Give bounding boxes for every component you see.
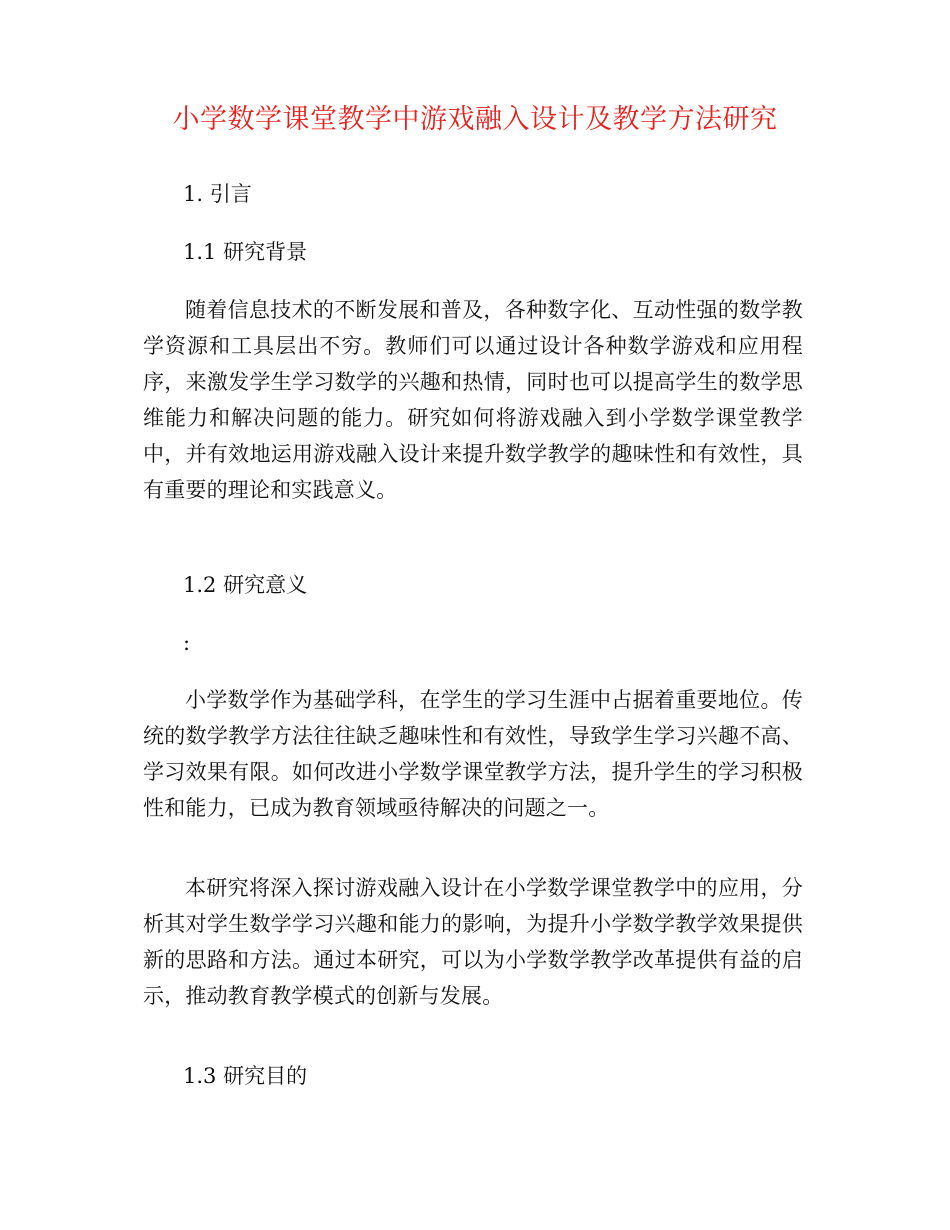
document-title: 小学数学课堂教学中游戏融入设计及教学方法研究 bbox=[172, 104, 778, 135]
section-heading-significance: 1.2 研究意义 bbox=[183, 573, 308, 597]
paragraph-significance-2: 本研究将深入探讨游戏融入设计在小学数学课堂教学中的应用，分析其对学生数学学习兴趣和能力的影响，为提升小学数学教学效果提供新的思路和方法。通过本研究，可以为小学数学教学改革提供有益的启示，推动教育教学模式的创新与发展。 bbox=[143, 876, 803, 1008]
section-heading-background: 1.1 研究背景 bbox=[183, 240, 308, 264]
paragraph-background: 随着信息技术的不断发展和普及，各种数字化、互动性强的数学教学资源和工具层出不穷。教师们可以通过设计各种数学游戏和应用程序，来激发学生学习数学的兴趣和热情，同时也可以提高学生的数学思维能力和解决问题的能力。研究如何将游戏融入到小学数学课堂教学中，并有效地运用游戏融入设计来提升数学教学的趣味性和有效性，具有重要的理论和实践意义。 bbox=[143, 298, 803, 502]
section-heading-intro: 1. 引言 bbox=[183, 182, 252, 206]
paragraph-significance-1: 小学数学作为基础学科，在学生的学习生涯中占据着重要地位。传统的数学教学方法往往缺乏趣味性和有效性，导致学生学习兴趣不高、学习效果有限。如何改进小学数学课堂教学方法，提升学生的学习积极性和能力，已成为教育领域亟待解决的问题之一。 bbox=[143, 688, 803, 820]
colon-marker: : bbox=[183, 631, 191, 655]
section-heading-purpose: 1.3 研究目的 bbox=[183, 1064, 308, 1088]
